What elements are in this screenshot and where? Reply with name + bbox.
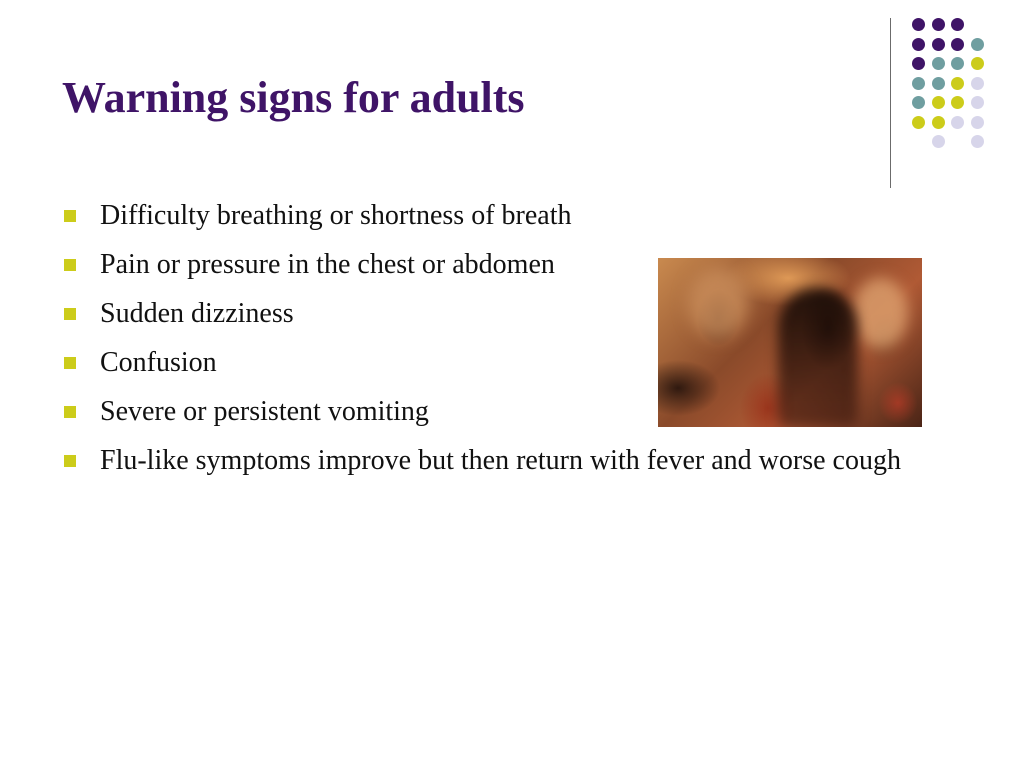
decorative-dot xyxy=(951,77,964,90)
decorative-dot xyxy=(971,135,984,148)
decorative-dot xyxy=(932,57,945,70)
decorative-dot xyxy=(912,96,925,109)
decorative-dot xyxy=(912,116,925,129)
decorative-dot xyxy=(912,38,925,51)
decorative-dot xyxy=(971,57,984,70)
bullet-text: Severe or persistent vomiting xyxy=(100,396,429,427)
photo-face-blur xyxy=(853,278,908,348)
bullet-text: Pain or pressure in the chest or abdomen xyxy=(100,249,555,280)
decorative-dot xyxy=(932,38,945,51)
decorative-dot xyxy=(951,96,964,109)
bullet-text: Sudden dizziness xyxy=(100,298,294,329)
bullet-text: Difficulty breathing or shortness of breath xyxy=(100,200,572,231)
square-bullet-icon xyxy=(64,357,76,369)
decorative-dot xyxy=(932,116,945,129)
square-bullet-icon xyxy=(64,210,76,222)
photo-figure-blur xyxy=(778,288,858,427)
decorative-dot xyxy=(951,116,964,129)
bullet-text: Flu-like symptoms improve but then return with fever and worse cough xyxy=(100,445,901,476)
bullet-item xyxy=(62,441,972,481)
photo-face-blur xyxy=(688,268,748,338)
decorative-dot-grid xyxy=(0,0,1024,200)
square-bullet-icon xyxy=(64,455,76,467)
decorative-dot xyxy=(971,96,984,109)
decorative-dot xyxy=(971,38,984,51)
decorative-dot xyxy=(912,57,925,70)
bullet-text: Confusion xyxy=(100,347,217,378)
decorative-dot xyxy=(951,18,964,31)
square-bullet-icon xyxy=(64,406,76,418)
decorative-dot xyxy=(932,96,945,109)
decorative-dot xyxy=(951,57,964,70)
decorative-dot xyxy=(932,77,945,90)
decorative-dot xyxy=(932,18,945,31)
square-bullet-icon xyxy=(64,259,76,271)
decorative-dot xyxy=(971,116,984,129)
crowd-photo xyxy=(658,258,922,427)
decorative-dot xyxy=(912,18,925,31)
decorative-dot xyxy=(971,77,984,90)
bullet-item xyxy=(62,196,972,236)
square-bullet-icon xyxy=(64,308,76,320)
decorative-dot xyxy=(912,77,925,90)
decorative-dot xyxy=(951,38,964,51)
decorative-dot xyxy=(932,135,945,148)
slide-title: Warning signs for adults xyxy=(62,73,525,122)
